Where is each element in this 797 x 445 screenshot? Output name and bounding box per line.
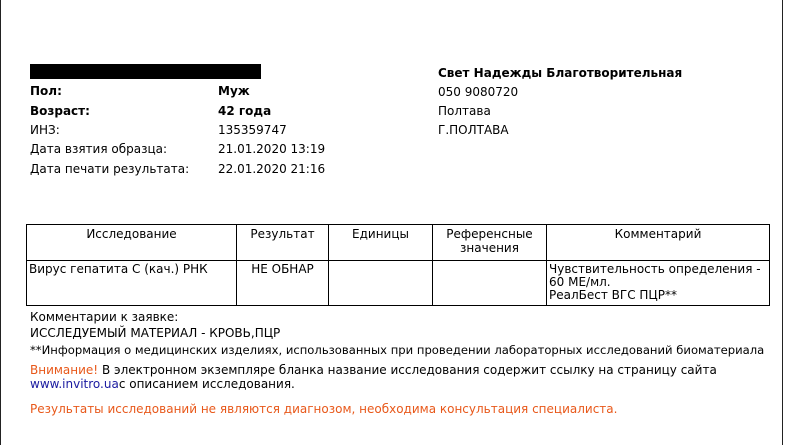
cell-reference bbox=[433, 261, 547, 306]
print-date-value: 22.01.2020 21:16 bbox=[218, 162, 326, 176]
comment-line3: РеалБест ВГС ПЦР** bbox=[549, 288, 677, 302]
attention-label: Внимание! bbox=[30, 363, 99, 377]
header-reference bbox=[433, 225, 547, 261]
header-reference-line1: Референсные bbox=[446, 227, 533, 241]
sample-date-label: Дата взятия образца: bbox=[30, 142, 168, 156]
disclaimer-text: Результаты исследований не являются диагнозом, необходима консультация специалиста. bbox=[30, 402, 618, 416]
comment-line2: 60 МЕ/мл. bbox=[549, 275, 611, 289]
inz-value: 135359747 bbox=[218, 123, 287, 137]
cell-comment bbox=[547, 261, 770, 306]
clinic-city: Полтава bbox=[438, 104, 491, 118]
results-table bbox=[26, 224, 770, 306]
comment-line1: Чувствительность определения - bbox=[549, 262, 761, 276]
clinic-city-upper: Г.ПОЛТАВА bbox=[438, 123, 509, 137]
attention-line bbox=[30, 363, 717, 377]
comments-label: Комментарии к заявке: bbox=[30, 310, 179, 324]
clinic-name: Свет Надежды Благотворительная bbox=[438, 66, 683, 80]
header-test: Исследование bbox=[27, 225, 237, 261]
table-header-row bbox=[27, 225, 770, 261]
inz-label: ИНЗ: bbox=[30, 123, 60, 137]
print-date-label: Дата печати результата: bbox=[30, 162, 190, 176]
cell-result: НЕ ОБНАР bbox=[237, 261, 329, 306]
site-line bbox=[30, 377, 295, 391]
attention-text: В электронном экземпляре бланка название исследования содержит ссылку на страницу сайта bbox=[98, 363, 717, 377]
site-tail: с описанием исследования. bbox=[118, 377, 295, 391]
sex-value: Муж bbox=[218, 84, 250, 98]
site-link[interactable]: www.invitro.ua bbox=[30, 377, 119, 391]
sample-date-value: 21.01.2020 13:19 bbox=[218, 142, 326, 156]
info-text: **Информация о медицинских изделиях, использованных при проведении лабораторных исследований биоматериала bbox=[30, 343, 765, 357]
header-reference-line2: значения bbox=[460, 241, 519, 255]
age-label: Возраст: bbox=[30, 104, 90, 118]
material-text: ИССЛЕДУЕМЫЙ МАТЕРИАЛ - КРОВЬ,ПЦР bbox=[30, 326, 281, 340]
age-value: 42 года bbox=[218, 104, 272, 118]
table-row bbox=[27, 261, 770, 306]
header-units: Единицы bbox=[329, 225, 433, 261]
cell-test[interactable]: Вирус гепатита С (кач.) РНК bbox=[27, 261, 237, 306]
page-border-left bbox=[0, 0, 1, 445]
sex-label: Пол: bbox=[30, 84, 62, 98]
redacted-patient-name bbox=[30, 64, 261, 79]
cell-units bbox=[329, 261, 433, 306]
header-result: Результат bbox=[237, 225, 329, 261]
page-border-right bbox=[782, 0, 783, 445]
header-comment: Комментарий bbox=[547, 225, 770, 261]
clinic-phone: 050 9080720 bbox=[438, 85, 519, 99]
